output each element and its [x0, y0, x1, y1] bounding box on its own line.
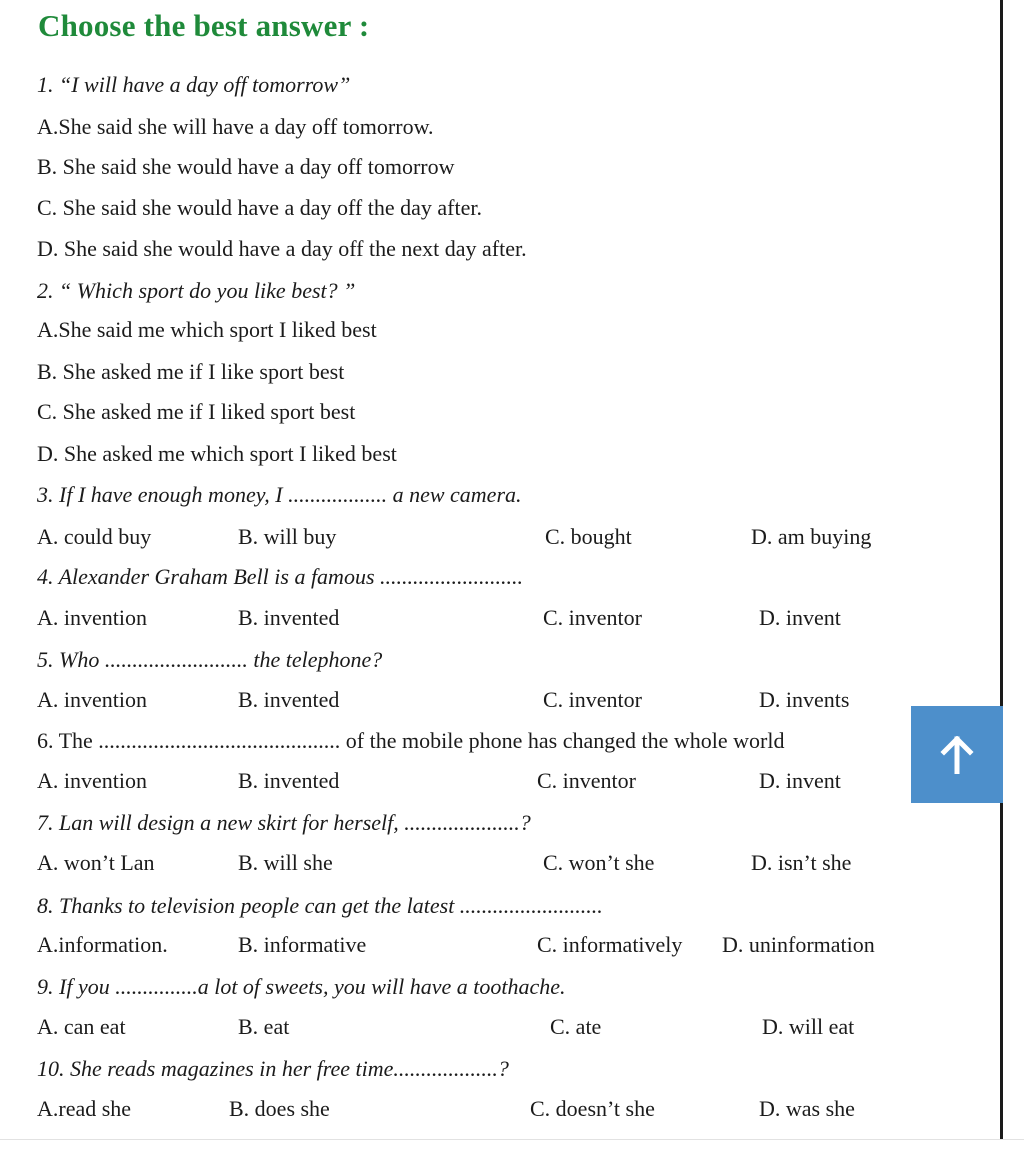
page-edge-divider [1000, 0, 1003, 1140]
question-10-option-b: B. does she [229, 1096, 330, 1121]
question-10-prompt: 10. She reads magazines in her free time...................? [37, 1056, 509, 1081]
question-2-option-b: B. She asked me if I like sport best [37, 359, 345, 384]
question-2-option-c: C. She asked me if I liked sport best [37, 399, 356, 424]
question-7-option-c: C. won’t she [543, 850, 655, 875]
question-10-option-a: A.read she [37, 1096, 132, 1121]
question-4-prompt: 4. Alexander Graham Bell is a famous .......................... [37, 564, 524, 589]
bottom-divider [0, 1139, 1024, 1140]
question-5-option-d: D. invents [759, 687, 850, 712]
question-6-option-c: C. inventor [537, 768, 636, 793]
question-6-prompt: 6. The ............................................ of the mobile phone has changed the whole world [37, 728, 785, 753]
question-7-option-d: D. isn’t she [751, 850, 852, 875]
question-6-option-b: B. invented [238, 768, 340, 793]
question-8-prompt: 8. Thanks to television people can get the latest .......................... [37, 893, 603, 918]
question-9-option-a: A. can eat [37, 1014, 126, 1039]
question-5-prompt: 5. Who .......................... the telephone? [37, 647, 383, 672]
scroll-to-top-button[interactable] [911, 706, 1003, 803]
question-5-option-b: B. invented [238, 687, 340, 712]
question-4-option-d: D. invent [759, 605, 841, 630]
question-2-option-a: A.She said me which sport I liked best [37, 317, 377, 342]
question-1-option-b: B. She said she would have a day off tomorrow [37, 154, 455, 179]
question-9-prompt: 9. If you ...............a lot of sweets, you will have a toothache. [37, 974, 566, 999]
question-10-option-c: C. doesn’t she [530, 1096, 655, 1121]
question-5-option-a: A. invention [37, 687, 147, 712]
question-4-option-a: A. invention [37, 605, 147, 630]
question-3-option-b: B. will buy [238, 524, 337, 549]
question-1-option-d: D. She said she would have a day off the next day after. [37, 236, 527, 261]
question-8-option-c: C. informatively [537, 932, 683, 957]
question-3-option-d: D. am buying [751, 524, 872, 549]
arrow-up-icon [940, 736, 974, 774]
question-3-prompt: 3. If I have enough money, I .................. a new camera. [37, 482, 522, 507]
question-7-option-a: A. won’t Lan [37, 850, 155, 875]
question-7-option-b: B. will she [238, 850, 333, 875]
question-6-option-d: D. invent [759, 768, 841, 793]
question-6-option-a: A. invention [37, 768, 147, 793]
question-9-option-b: B. eat [238, 1014, 290, 1039]
question-3-option-c: C. bought [545, 524, 632, 549]
question-2-option-d: D. She asked me which sport I liked best [37, 441, 397, 466]
question-8-option-a: A.information. [37, 932, 168, 957]
question-8-option-d: D. uninformation [722, 932, 875, 957]
question-7-prompt: 7. Lan will design a new skirt for herself, .....................? [37, 810, 531, 835]
question-1-prompt: 1. “I will have a day off tomorrow” [37, 72, 351, 97]
question-10-option-d: D. was she [759, 1096, 855, 1121]
question-1-option-a: A.She said she will have a day off tomorrow. [37, 114, 434, 139]
question-4-option-b: B. invented [238, 605, 340, 630]
question-8-option-b: B. informative [238, 932, 367, 957]
question-5-option-c: C. inventor [543, 687, 642, 712]
question-3-option-a: A. could buy [37, 524, 152, 549]
question-9-option-d: D. will eat [762, 1014, 855, 1039]
page-title: Choose the best answer : [38, 8, 370, 43]
question-9-option-c: C. ate [550, 1014, 602, 1039]
question-4-option-c: C. inventor [543, 605, 642, 630]
question-1-option-c: C. She said she would have a day off the day after. [37, 195, 482, 220]
question-2-prompt: 2. “ Which sport do you like best? ” [37, 278, 356, 303]
